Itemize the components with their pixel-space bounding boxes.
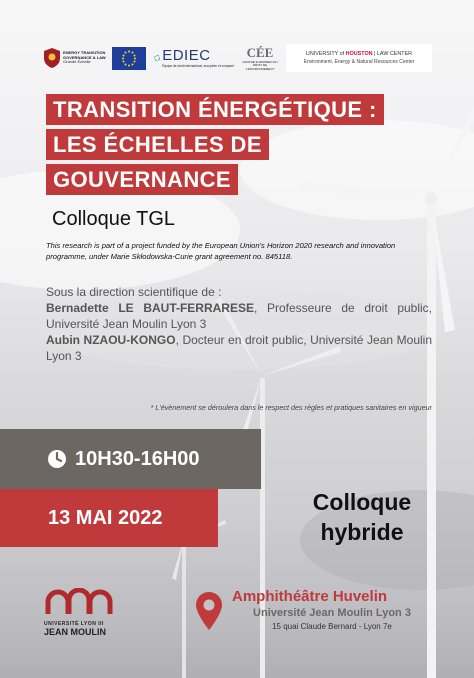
university-logo	[44, 588, 119, 638]
location-pin-icon	[196, 592, 222, 630]
houston-line-2: Environment, Energy & Natural Resources Center	[303, 59, 415, 65]
time-banner	[0, 429, 261, 489]
title-line-3: GOUVERNANCE	[46, 164, 238, 195]
person-1-name: Bernadette LE BAUT-FERRARESE	[46, 301, 254, 315]
person-2	[46, 332, 432, 364]
ediec-name: EDIEC	[162, 47, 211, 65]
houston-pre: UNIVERSITY of	[305, 51, 346, 57]
lyon3-arches-icon	[44, 588, 114, 614]
univ-logo-line-1: UNIVERSITÉ LYON III	[44, 621, 104, 627]
houston-post: | LAW CENTER	[372, 51, 413, 57]
event-date: 13 MAI 2022	[48, 506, 163, 529]
sanitary-notice: * L'évènement se déroulera dans le respect des règles et pratiques sanitaires en vigueur	[150, 403, 432, 412]
partner-logos	[44, 44, 434, 74]
etgl-line-2: GOVERNANCE & LAW	[63, 54, 106, 60]
direction-heading: Sous la direction scientifique de :	[46, 285, 222, 299]
event-time: 10H30-16H00	[75, 447, 200, 470]
hybrid-line-2: hybride	[320, 519, 404, 545]
scientific-direction	[46, 284, 432, 364]
etgl-logo	[44, 44, 108, 72]
funding-statement: This research is part of a project funded by the European Union's Horizon 2020 research and innovation programme, under Marie Skłodowska-Curie grant agreement no. 845118.	[46, 241, 396, 261]
title-line-2: LES ÉCHELLES DE	[46, 129, 269, 160]
eu-flag-logo	[112, 44, 146, 72]
eu-flag-icon	[112, 47, 146, 70]
subtitle: Colloque TGL	[52, 208, 176, 230]
houston-bold: HOUSTON	[345, 51, 373, 57]
title-line-1: TRANSITION ÉNERGÉTIQUE :	[46, 94, 384, 125]
univ-logo-line-2: JEAN MOULIN	[44, 627, 107, 637]
ediec-circle-icon	[154, 49, 160, 67]
venue-info	[232, 588, 432, 631]
venue-university: Université Jean Moulin Lyon 3	[253, 607, 411, 619]
person-2-name: Aubin NZAOU-KONGO	[46, 333, 176, 347]
cee-logo: CÉE CENTRE EUROPÉEN DU DROIT DE L'ENVIRONNEMENT	[242, 44, 278, 71]
date-banner	[0, 489, 218, 547]
person-1-role: , Professeure de droit public, Université Jean Moulin Lyon 3	[46, 301, 433, 331]
ediec-caption: Équipe de droit international, européen et comparé	[162, 64, 234, 69]
cee-line-2: DROIT DE L'ENVIRONNEMENT	[245, 63, 275, 71]
hybrid-label	[272, 487, 452, 547]
venue-address: 15 quai Claude Bernard - Lyon 7e	[272, 622, 392, 631]
cee-line-1: CENTRE EUROPÉEN DU	[242, 59, 278, 64]
clock-icon	[47, 449, 67, 469]
hybrid-line-1: Colloque	[312, 489, 412, 515]
venue-name: Amphithéâtre Huvelin	[232, 588, 388, 605]
etgl-line-3: Grande Échelle	[63, 59, 91, 65]
person-1	[46, 300, 432, 332]
ediec-logo	[154, 44, 234, 72]
person-2-role: , Docteur en droit public, Université Jean Moulin Lyon 3	[46, 333, 432, 363]
etgl-line-1: ENERGY TRANSITION	[63, 50, 106, 56]
houston-logo	[286, 44, 432, 72]
etgl-shield-icon	[44, 48, 60, 68]
